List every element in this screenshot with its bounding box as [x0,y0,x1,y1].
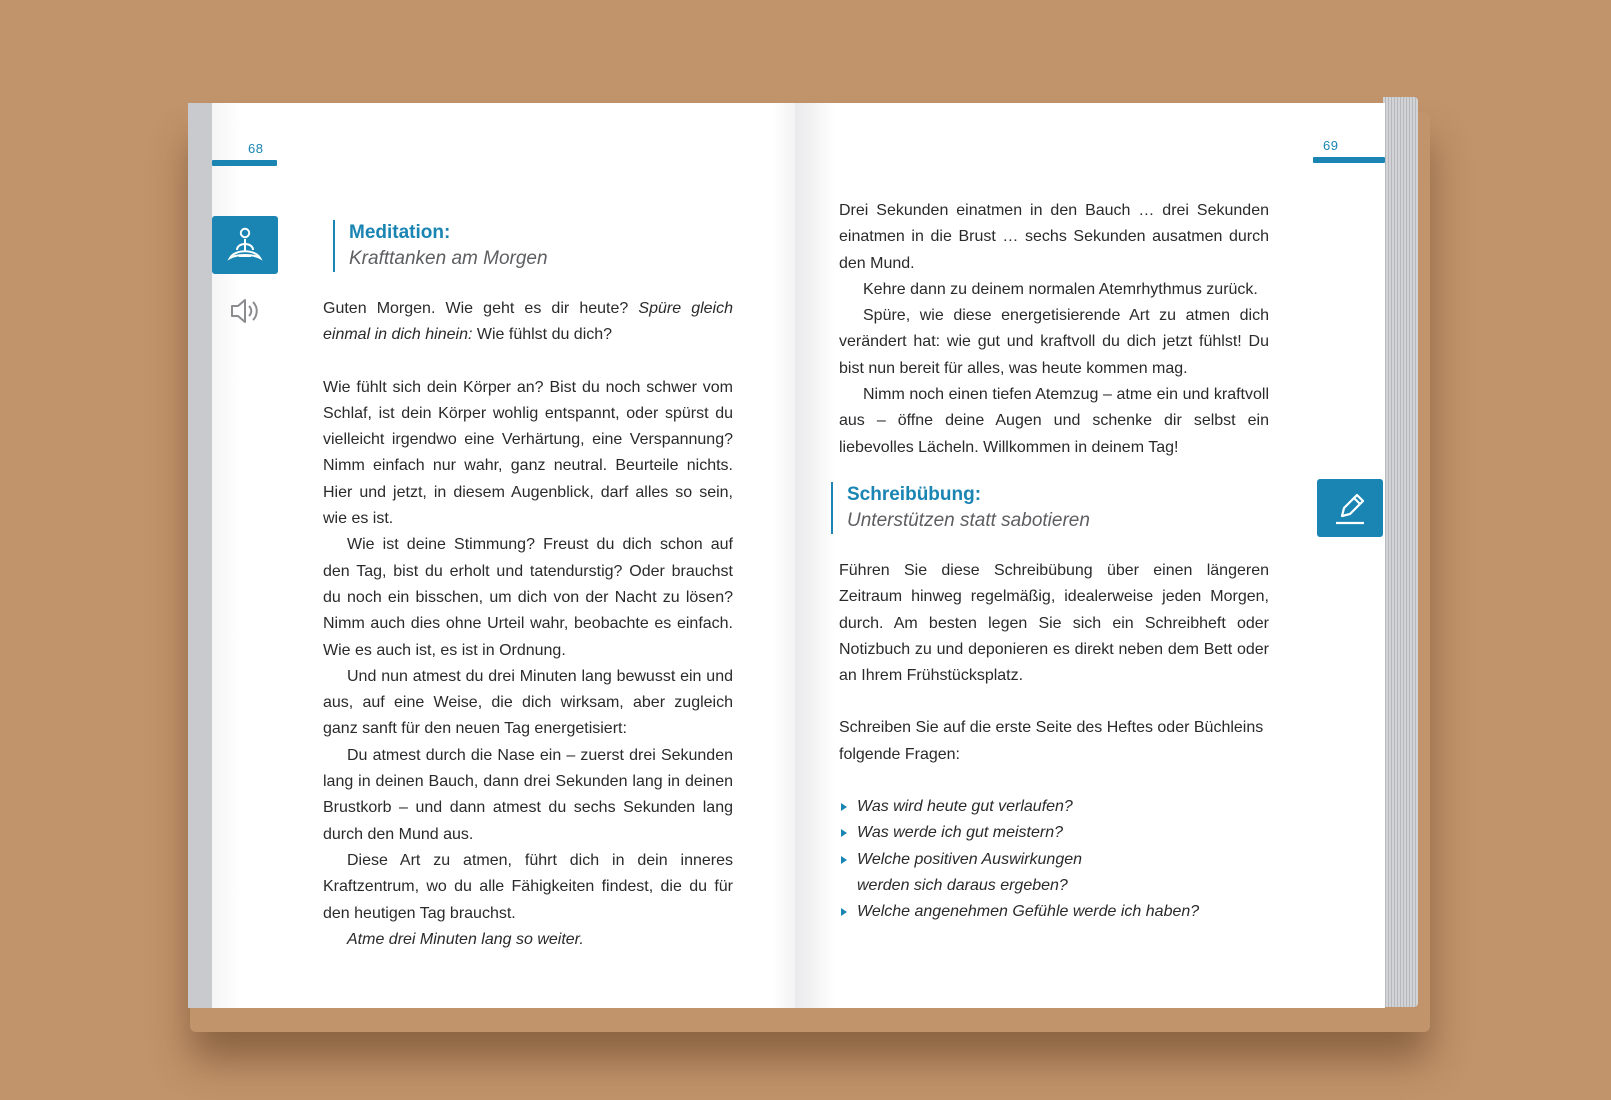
intro-end: Wie fühlst du dich? [476,326,613,344]
paragraph: Nimm noch einen tiefen Atemzug – atme ein und kraftvoll aus – öffne deine Augen und schenke dir selbst ein liebevolles Lächeln. Willkommen in deinem Tag! [839,386,1269,456]
page-number-bar [1313,157,1385,163]
paragraph: Und nun atmest du drei Minuten lang bewusst ein und aus, auf eine Weise, die dich wirksam, aber zugleich ganz sanft für den neuen Tag energetisiert: [323,667,733,738]
left-page [188,103,818,1008]
paragraph: Drei Sekunden einatmen in den Bauch … drei Sekunden einatmen in die Brust … sechs Sekunden ausatmen durch den Mund. [839,202,1269,272]
list-item: Welche angenehmen Gefühle werde ich haben? [839,899,1269,925]
right-body-text [839,198,1269,461]
list-item: Welche positiven Auswirkungen werden sich daraus ergeben? [839,847,1269,900]
writing-exercise-heading [831,482,1090,534]
speaker-icon[interactable] [229,296,261,331]
page-number-bar [212,160,277,166]
page-number: 69 [1323,138,1339,153]
question-list [839,794,1269,925]
heading-title: Meditation: [349,222,451,243]
paragraph: Wie ist deine Stimmung? Freust du dich schon auf den Tag, bist du erholt und tatendurstig? Oder brauchst du noch ein bisschen, um dich von der Nacht zu lösen? Nimm auch dies ohne Urteil wahr, beobachte es einfach. Wie es auch ist, es ist in Ordnung. [323,536,733,659]
list-item: Was werde ich gut meistern? [839,820,1269,846]
meditation-icon [212,216,278,274]
paragraph: Kehre dann zu deinem normalen Atemrhythmus zurück. [863,280,1258,298]
paragraph: Diese Art zu atmen, führt dich in dein inneres Kraftzentrum, wo du alle Fähigkeiten findest, die du für den heutigen Tag brauchst. [323,851,733,922]
paragraph: Du atmest durch die Nase ein – zuerst drei Sekunden lang in deinen Bauch, dann drei Sekunden lang in deinen Brustkorb – und dann atmest du sechs Sekunden lang durch den Mund aus. [323,746,733,843]
paragraph: Spüre, wie diese energetisierende Art zu atmen dich verändert hat: wie gut und kraftvoll du dich jetzt fühlst! Du bist nun bereit für alles, was heute kommen mag. [839,307,1269,377]
paragraph: Wie fühlt sich dein Körper an? Bist du noch schwer vom Schlaf, ist dein Körper wohlig entspannt, oder spürst du vielleicht irgendwo eine Verhärtung, eine Verspannung? Nimm einfach nur wahr, ganz neutral. Beurteile nichts. Hier und jetzt, in diesem Augenblick, darf alles so sein, wie es ist. [323,378,733,528]
intro-start: Guten Morgen. Wie geht es dir heute? [323,300,629,317]
instruction-paragraph: Führen Sie diese Schreibübung über einen längeren Zeitraum hinweg regelmäßig, idealerweise jeden Morgen, durch. Am besten legen Sie sich ein Schreibheft oder Notizbuch zu und deponieren es direkt neben dem Bett oder an Ihrem Frühstücksplatz. [839,562,1269,685]
page-number: 68 [248,141,264,156]
page-edges [1383,97,1418,1007]
left-body-text [323,296,733,953]
right-page [795,103,1385,1008]
closing-line: Atme drei Minuten lang so weiter. [347,930,584,948]
questions-intro: Schreiben Sie auf die erste Seite des Heftes oder Büchleins folgende Fragen: [839,719,1264,763]
intro-italic: Spüre gleich einmal in dich hinein: [323,300,734,344]
list-item: Was wird heute gut verlaufen? [839,794,1269,820]
pencil-icon [1317,479,1383,537]
meditation-heading [333,220,548,272]
exercise-text [839,558,1269,926]
intro-paragraph [323,296,733,349]
heading-title: Schreibübung: [847,484,982,505]
heading-subtitle: Krafttanken am Morgen [349,248,548,269]
heading-subtitle: Unterstützen statt sabotieren [847,510,1090,531]
